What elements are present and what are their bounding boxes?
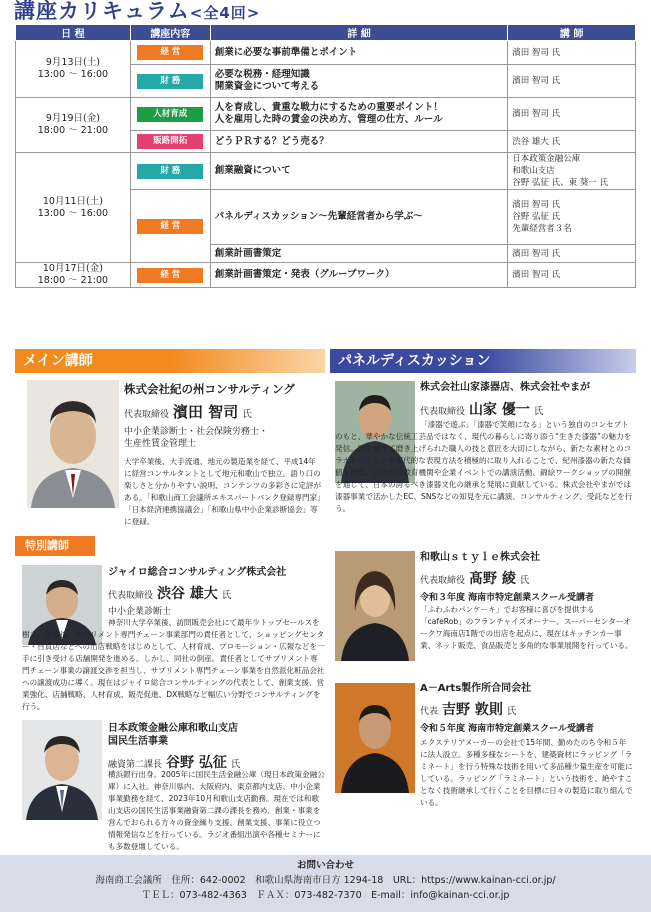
yano-photo	[22, 720, 102, 820]
curriculum-row	[16, 263, 636, 288]
yoshino-role: 代表	[420, 707, 439, 717]
yamaga-info	[420, 381, 635, 420]
lecturer-line: 和歌山支店	[512, 166, 555, 176]
category-tag: 人材育成	[137, 107, 203, 122]
session-date	[16, 41, 131, 98]
course-lecturer	[508, 245, 636, 263]
col-lecturer: 講 師	[508, 25, 636, 41]
curriculum-row	[16, 153, 636, 190]
yoshino-info	[420, 682, 635, 735]
shibuya-quals: 中小企業診断士	[108, 606, 172, 617]
contact-footer	[0, 855, 651, 912]
curriculum-row	[16, 41, 636, 65]
detail-line: 創業計画書策定・発表（グループワーク）	[214, 269, 395, 280]
detail-line: パネルディスカッション～先輩経営者から学ぶ～	[214, 211, 423, 222]
main-lecturer-role: 代表取締役	[124, 409, 170, 420]
main-lecturer-quals-1: 中小企業診断士・社会保険労務士・	[124, 426, 269, 437]
detail-line: 開業資金について考える	[214, 81, 320, 92]
yoshino-photo	[335, 683, 415, 793]
detail-line: 必要な税務・経理知識	[214, 69, 310, 80]
course-lecturer	[508, 190, 636, 245]
shibuya-name: 渋谷 雄大	[157, 586, 218, 602]
title-main: 講座カリキュラム	[14, 0, 190, 23]
course-category	[130, 131, 210, 153]
detail-line: どうＰＲする？どう売る？	[214, 135, 329, 147]
course-category	[130, 190, 210, 263]
yano-bio: 横浜銀行出身。2005年に国民生活金融公庫（現日本政策金融公庫）に入社。神奈川県内、大阪府内、東京都内支店、中小企業事業勤務を経て、2023年10月和歌山支店勤務。現在では和歌山支店の国民生活事業融資第二課の課長を務め、創業・事業を営んでおられる方々の資金繰り支援、創業支援、事業に役立つ情報発信などを行っている。ラジオ番組出演や各種セミナーにも多数登壇している。	[108, 770, 325, 851]
course-lecturer	[508, 41, 636, 65]
course-category	[130, 153, 210, 190]
shibuya-company: ジャイロ総合コンサルティング株式会社	[108, 567, 287, 578]
col-detail: 詳 細	[210, 25, 507, 41]
course-detail	[210, 245, 507, 263]
shibuya-role: 代表取締役	[108, 591, 154, 601]
yamaga-honor: 氏	[533, 406, 544, 417]
special-lecturer-header: 特別講師	[15, 536, 95, 556]
lecturer-line: 先輩経営者３名	[512, 224, 572, 234]
takano-name: 髙野 綾	[469, 571, 516, 587]
category-tag: 経 営	[137, 45, 203, 60]
yano-name: 谷野 弘征	[166, 755, 227, 771]
title-sub: <全4回>	[189, 4, 261, 22]
course-detail	[210, 263, 507, 288]
takano-honor: 氏	[519, 575, 530, 586]
detail-line: 人を育成し、貴重な戦力にするための重要ポイント！	[214, 102, 443, 113]
takano-quals: 令和３年度 海南市特定創業スクール受講者	[420, 592, 594, 603]
yoshino-quals: 令和５年度 海南市特定創業スクール受講者	[420, 723, 594, 734]
yano-role: 融資第二課長	[108, 760, 163, 770]
lecturer-line: 谷野 弘征 氏	[512, 212, 561, 222]
lecturer-line: 濱田 智司 氏	[512, 200, 561, 210]
lecturer-line: 渋谷 雄大 氏	[512, 136, 561, 147]
category-tag: 経 営	[137, 219, 203, 234]
session-day: 10月17日(金)	[42, 263, 103, 274]
yano-info	[108, 722, 328, 773]
curriculum-table	[15, 24, 636, 288]
main-lecturer-company: 株式会社紀の州コンサルティング	[124, 382, 295, 396]
category-tag: 販路開拓	[137, 134, 203, 149]
main-lecturer-header: メイン講師	[15, 349, 325, 373]
lecturer-line: 濱田 智司 氏	[512, 248, 561, 259]
shibuya-honor: 氏	[221, 590, 232, 601]
course-lecturer	[508, 153, 636, 190]
session-date	[16, 98, 131, 153]
yamaga-bio: 「漆器で遊ぶ」「漆器で笑顔になる」という独自のコンセプトのもと、華やかな伝統工芸品ではなく、現代の暮らしに寄り添う“生きた漆器”の魅力を発信。時を越えて磨き上げられた職人の技と意匠を大切にしながら、新たな素材とのコラボレーションや現代的な表現方法を積極的に取り入れることで、紀州漆器の新たな価値を創造。国内外の教育機関や企業イベントでの講演活動、錦絵ワークショップの開催を通じて、日本の誇るべき漆器文化の継承と発展に貢献している。株式会社やまがでは漆器事業で活かしたEC、SNSなどの知見を元に講演、コンサルティング、受託などを行う。	[335, 420, 633, 513]
lecturer-line: 濱田 智司 氏	[512, 270, 561, 280]
course-detail	[210, 153, 507, 190]
takano-company: 和歌山ｓｔｙｌｅ株式会社	[420, 552, 540, 563]
yoshino-bio: エクステリアメーカーの会社で15年間、勤めたのち令和５年に法人設立。多種多様なシートを、建築資材にラッピング「ラミネート」を行う特殊な技術を用いて多品種少量生産を可能にしている。ラッピング「ラミネート」という技術を、絶やすことなく技術継承して行くことを目標に日々の製造に取り組んでいる。	[420, 738, 633, 807]
main-lecturer-info	[124, 382, 324, 450]
takano-role: 代表取締役	[420, 576, 466, 586]
course-category	[130, 65, 210, 98]
panel-discussion-header: パネルディスカッション	[330, 349, 636, 373]
col-content: 講座内容	[130, 25, 210, 41]
lecturer-line: 谷野 弘征 氏、東 葵一 氏	[512, 178, 609, 188]
contact-title: お問い合わせ	[296, 860, 354, 871]
detail-line: 創業融資について	[214, 165, 291, 176]
yamaga-name: 山家 優一	[469, 402, 530, 418]
curriculum-row	[16, 98, 636, 131]
yamaga-role: 代表取締役	[420, 407, 466, 417]
main-lecturer-honor: 氏	[242, 408, 252, 420]
session-time: 18:00 ～ 21:00	[37, 275, 109, 286]
category-tag: 財 務	[137, 164, 203, 179]
yoshino-company: A－Arts製作所合同会社	[420, 683, 532, 694]
yano-honor: 氏	[230, 759, 241, 770]
course-category	[130, 98, 210, 131]
yoshino-honor: 氏	[506, 706, 517, 717]
session-day: 9月13日(土)	[45, 57, 100, 68]
course-detail	[210, 131, 507, 153]
yoshino-name: 吉野 敦則	[442, 702, 503, 718]
category-tag: 経 営	[137, 268, 203, 283]
course-detail	[210, 98, 507, 131]
detail-line: 創業計画書策定	[214, 247, 282, 259]
page-title	[14, 0, 260, 24]
course-detail	[210, 190, 507, 245]
course-lecturer	[508, 131, 636, 153]
detail-line: 人を雇用した時の賃金の決め方、管理の仕方、ルール	[214, 114, 443, 125]
course-lecturer	[508, 65, 636, 98]
lecturer-line: 日本政策金融公庫	[512, 154, 581, 164]
detail-line: 創業に必要な事前準備とポイント	[214, 46, 358, 58]
course-category	[130, 41, 210, 65]
contact-phone: ＴＥＬ：073-482-4363 ＦＡＸ：073-482-7370 E-mail：info@kainan-cci.or.jp	[141, 890, 510, 901]
takano-bio: 「ふわふわパンケーキ」でお客様に喜びを提供する「cafeRob」のフランチャイズオーナー。スーパーセンターオークワ海南店1階での出店を起点に、現在はキッチンカー事業、ネット販売、食品販売と多角的な事業展開を行っている。	[420, 605, 633, 650]
session-time: 13:00 ～ 16:00	[37, 207, 109, 219]
shibuya-info	[108, 566, 328, 618]
yano-company: 日本政策金融公庫和歌山支店	[108, 723, 238, 734]
course-lecturer	[508, 263, 636, 288]
shibuya-bio: 神奈川大学卒業後、訪問販売会社にて最年少トップセールスを樹立。その後、サプリメント専門チェーン事業部門の責任者として、ショッピングセンター・百貨店などへの出店戦略をはじめとして、人材育成、プロモーション・広報などを一手に引き受ける店舗開発を進める。しかし、同社の倒産。責任者としてサプリメント専門チェーン事業の譲渡交渉を担当し、サプリメント専門チェーン事業を自然派化粧品会社への譲渡成功に導く。現在はジャイロ総合コンサルティングの代表として、創業支援、営業強化、店舗戦略、人材育成、販売促進、DX戦略など幅広い分野でコンサルティングを行う。	[22, 618, 325, 711]
main-lecturer-name: 濱田 智司	[173, 402, 239, 421]
main-lecturer-quals-2: 生産性賃金管理士	[124, 438, 197, 449]
lecturer-line: 濱田 智司 氏	[512, 109, 561, 119]
yano-dept: 国民生活事業	[108, 736, 168, 747]
session-day: 10月11日(土)	[42, 195, 103, 207]
lecturer-line: 濱田 智司 氏	[512, 47, 561, 58]
course-lecturer	[508, 98, 636, 131]
course-detail	[210, 65, 507, 98]
course-detail	[210, 41, 507, 65]
session-day: 9月19日(金)	[45, 113, 100, 124]
lecturer-line: 濱田 智司 氏	[512, 76, 561, 86]
main-lecturer-bio: 大学卒業後、大手流通、地元の製造業を経て、平成14年に経営コンサルタントとして地元和歌山で独立。語り口の楽しさと分かりやすい説明、コンテンツの多彩さに定評がある。「和歌山商工会議所エキスパートバンク登録専門家」「日本経済連携協議会」「和歌山県中小企業診断協会」等に登録。	[124, 457, 322, 526]
col-date: 日 程	[16, 25, 131, 41]
takano-photo	[335, 551, 415, 661]
takano-info	[420, 551, 635, 604]
course-category	[130, 263, 210, 288]
session-time: 13:00 ～ 16:00	[37, 69, 109, 80]
category-tag: 財 務	[137, 74, 203, 89]
contact-address: 海南商工会議所 住所：642-0002 和歌山県海南市日方 1294-18 URL：https://www.kainan-cci.or.jp/	[95, 875, 556, 886]
yamaga-company: 株式会社山家漆器店、株式会社やまが	[420, 382, 590, 393]
session-date	[16, 263, 131, 288]
main-lecturer-photo	[27, 380, 119, 508]
curriculum-body	[16, 41, 636, 288]
session-time: 18:00 ～ 21:00	[37, 125, 109, 136]
session-date	[16, 153, 131, 263]
